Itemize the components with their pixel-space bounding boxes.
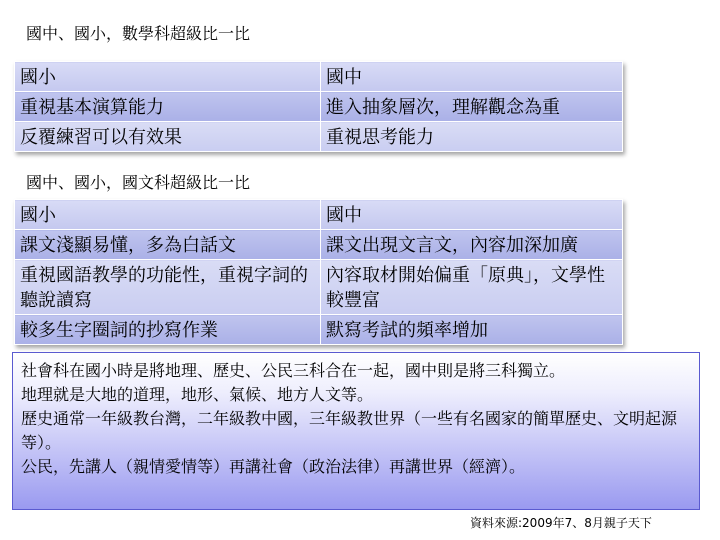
table-cell: 重視思考能力 — [321, 122, 623, 152]
notes-paragraph: 歷史通常一年級教台灣，二年級教中國，三年級教世界（一些有名國家的簡單歷史、文明起源等）。 — [21, 409, 678, 452]
notes-paragraph: 社會科在國小時是將地理、歷史、公民三科合在一起，國中則是將三科獨立。 — [21, 361, 566, 380]
table-cell: 內容取材開始偏重「原典」，文學性較豐富 — [321, 260, 623, 315]
table-cell: 重視國語教學的功能性，重視字詞的聽說讀寫 — [15, 260, 321, 315]
table-cell: 較多生字圈詞的抄寫作業 — [15, 315, 321, 345]
header-junior-high: 國中 — [321, 62, 623, 92]
chinese-comparison-table — [14, 199, 623, 345]
table-row — [15, 230, 623, 260]
notes-paragraph: 公民，先講人（親情愛情等）再講社會（政治法律）再講世界（經濟）。 — [21, 457, 526, 476]
table-row — [15, 122, 623, 152]
table-row — [15, 260, 623, 315]
table-cell: 課文淺顯易懂，多為白話文 — [15, 230, 321, 260]
header-elementary: 國小 — [15, 62, 321, 92]
table-cell: 反覆練習可以有效果 — [15, 122, 321, 152]
table-header-row — [15, 200, 623, 230]
table-cell: 課文出現文言文，內容加深加廣 — [321, 230, 623, 260]
header-elementary: 國小 — [15, 200, 321, 230]
table-header-row — [15, 62, 623, 92]
table-row — [15, 315, 623, 345]
table-cell: 進入抽象層次，理解觀念為重 — [321, 92, 623, 122]
table-cell: 默寫考試的頻率增加 — [321, 315, 623, 345]
table-row — [15, 92, 623, 122]
math-comparison-table — [14, 61, 623, 152]
source-citation: 資料來源:2009年7、8月親子天下 — [470, 516, 652, 530]
social-studies-notes-box — [12, 352, 700, 510]
math-comparison-title: 國中、國小，數學科超級比一比 — [26, 24, 251, 43]
chinese-comparison-title: 國中、國小，國文科超級比一比 — [26, 173, 251, 192]
table-cell: 重視基本演算能力 — [15, 92, 321, 122]
header-junior-high: 國中 — [321, 200, 623, 230]
notes-paragraph: 地理就是大地的道理，地形、氣候、地方人文等。 — [21, 385, 374, 404]
